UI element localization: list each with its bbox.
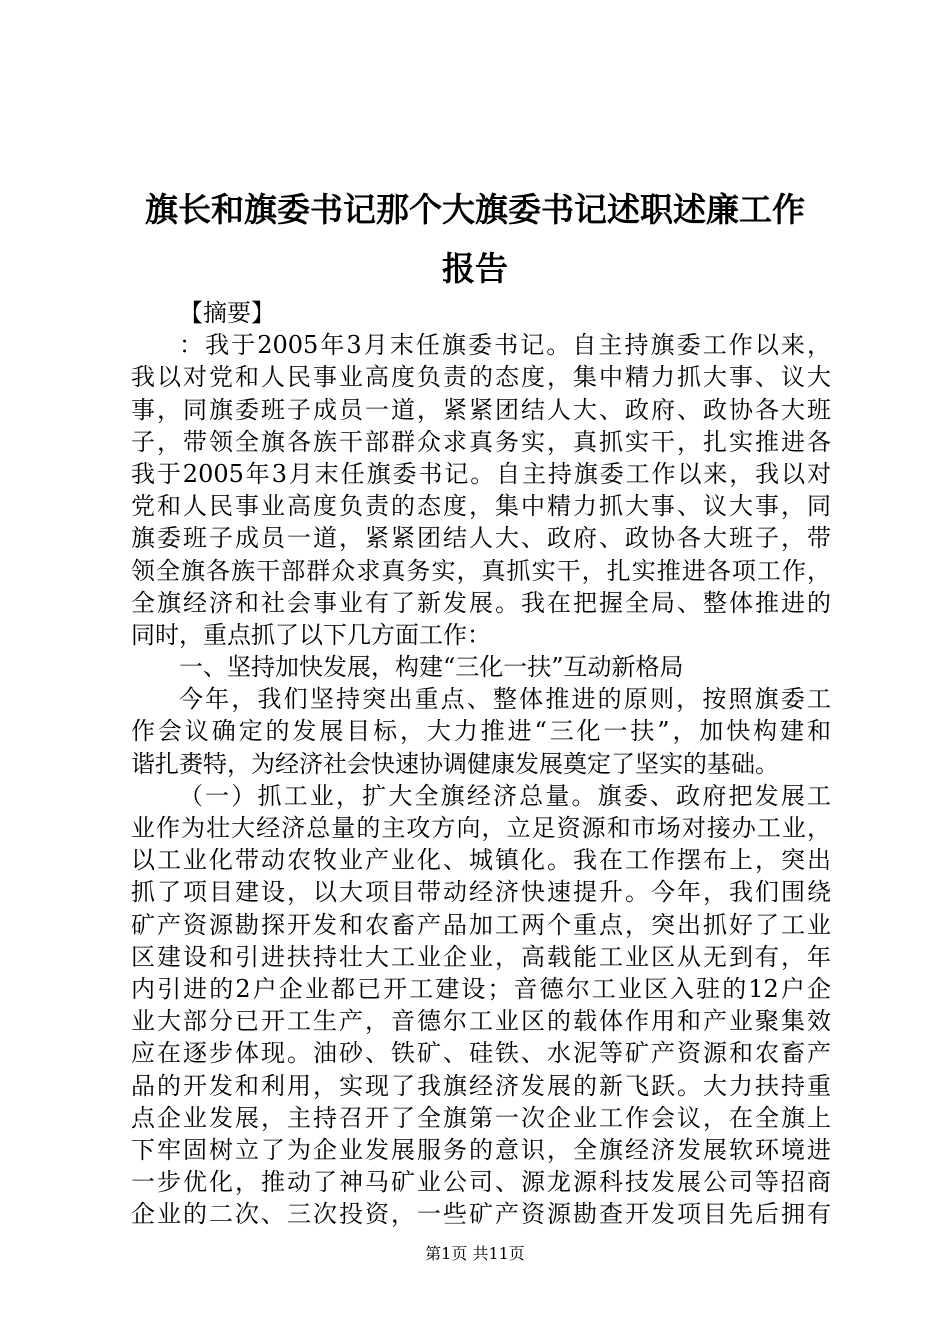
body-line: ：我于2005年3月末任旗委书记。自主持旗委工作以来，: [179, 331, 831, 360]
body-line: 党和人民事业高度负责的态度，集中精力抓大事、议大事，同: [131, 492, 831, 521]
body-line: 品的开发和利用，实现了我旗经济发展的新飞跃。大力扶持重: [131, 1071, 831, 1100]
abstract-heading: 【摘要】: [179, 299, 275, 327]
body-line: 内引进的2户企业都已开工建设；音德尔工业区入驻的12户企: [131, 974, 831, 1003]
body-line: （一）抓工业，扩大全旗经济总量。旗委、政府把发展工: [179, 781, 831, 810]
body-line: 业大部分已开工生产，音德尔工业区的载体作用和产业聚集效: [131, 1007, 831, 1036]
body-line: 应在逐步体现。油砂、铁矿、硅铁、水泥等矿产资源和农畜产: [131, 1039, 831, 1068]
body-line: 我以对党和人民事业高度负责的态度，集中精力抓大事、议大: [131, 363, 831, 392]
body-line: 旗委班子成员一道，紧紧团结人大、政府、政协各大班子，带: [131, 524, 831, 553]
section-heading: 一、坚持加快发展，构建“三化一扶”互动新格局: [179, 653, 684, 682]
body-line: 子，带领全旗各族干部群众求真务实，真抓实干，扎实推进各: [131, 427, 831, 456]
body-line: 抓了项目建设，以大项目带动经济快速提升。今年，我们围绕: [131, 878, 831, 907]
body-line: 我于2005年3月末任旗委书记。自主持旗委工作以来，我以对: [131, 459, 831, 488]
body-line: 作会议确定的发展目标，大力推进“三化一扶”，加快构建和: [131, 717, 831, 746]
body-line: 矿产资源勘探开发和农畜产品加工两个重点，突出抓好了工业: [131, 910, 831, 939]
document-title-line-1: 旗长和旗委书记那个大旗委书记述职述廉工作: [145, 190, 805, 229]
body-line: 领全旗各族干部群众求真务实，真抓实干，扎实推进各项工作，: [131, 556, 831, 585]
body-line: 谐扎赉特，为经济社会快速协调健康发展奠定了坚实的基础。: [131, 749, 779, 778]
document-title-line-2: 报告: [442, 249, 508, 288]
page-footer: 第1页 共11页: [425, 1244, 525, 1263]
body-line: 一步优化，推动了神马矿业公司、源龙源科技发展公司等招商: [131, 1168, 831, 1197]
body-line: 企业的二次、三次投资，一些矿产资源勘查开发项目先后拥有: [131, 1200, 831, 1229]
body-line: 区建设和引进扶持壮大工业企业，高载能工业区从无到有，年: [131, 942, 831, 971]
body-line: 全旗经济和社会事业有了新发展。我在把握全局、整体推进的: [131, 588, 831, 617]
body-line: 以工业化带动农牧业产业化、城镇化。我在工作摆布上，突出: [131, 846, 831, 875]
body-line: 今年，我们坚持突出重点、整体推进的原则，按照旗委工: [179, 685, 831, 714]
body-line: 同时，重点抓了以下几方面工作：: [131, 620, 491, 649]
document-body: [131, 297, 831, 1230]
body-line: 点企业发展，主持召开了全旗第一次企业工作会议，在全旗上: [131, 1103, 831, 1132]
body-line: 事，同旗委班子成员一道，紧紧团结人大、政府、政协各大班: [131, 395, 831, 424]
body-line: 业作为壮大经济总量的主攻方向，立足资源和市场对接办工业，: [131, 814, 831, 842]
body-line: 下牢固树立了为企业发展服务的意识，全旗经济发展软环境进: [131, 1135, 831, 1164]
